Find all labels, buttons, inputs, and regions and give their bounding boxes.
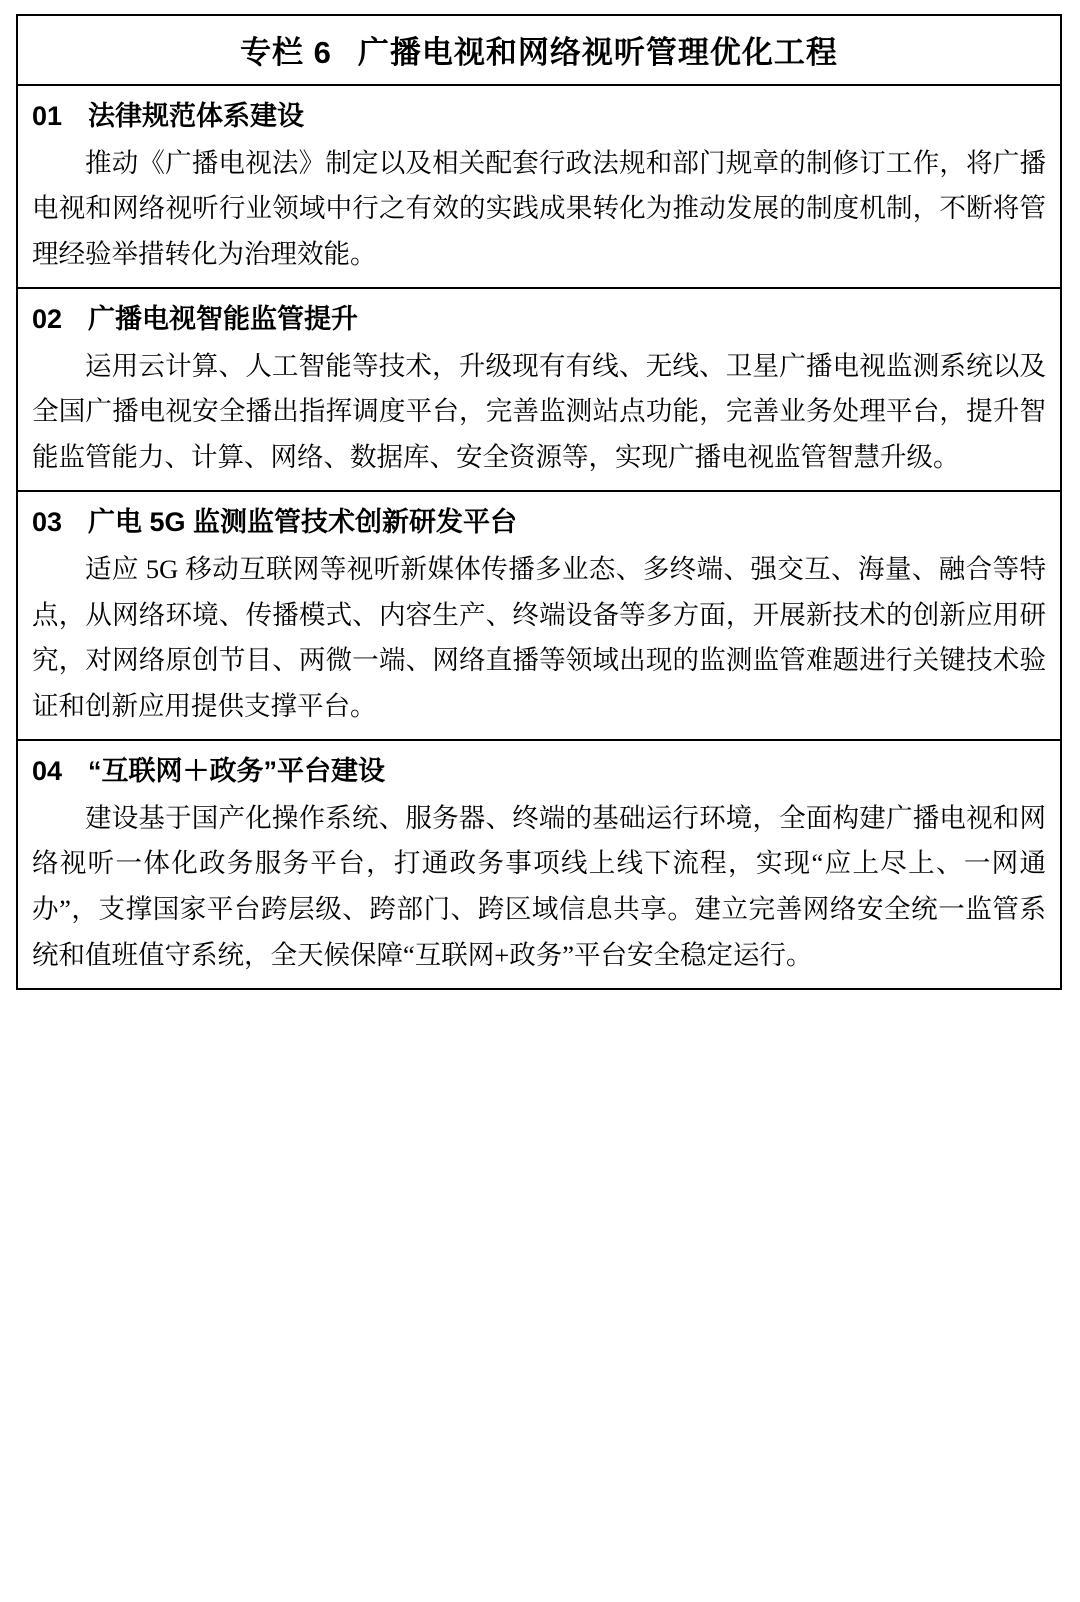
item-heading-text: 广电 5G 监测监管技术创新研发平台 [88,507,518,538]
item-body: 建设基于国产化操作系统、服务器、终端的基础运行环境，全面构建广播电视和网络视听一体化政务服务平台，打通政务事项线上线下流程，实现“应上尽上、一网通办”，支撑国家平台跨层级、跨部门、跨区域信息共享。建立完善网络安全统一监管系统和值班值守系统，全天候保障“互联网+政务”平台安全稳定运行。 [32,802,1046,970]
item-number: 02 [32,304,63,335]
list-item [18,289,1060,492]
box-title-label: 专栏 6 [240,35,332,70]
item-heading-text: “互联网＋政务”平台建设 [88,756,385,787]
item-number: 04 [32,756,63,787]
item-heading [32,498,1046,545]
item-body: 适应 5G 移动互联网等视听新媒体传播多业态、多终端、强交互、海量、融合等特点，从网络环境、传播模式、内容生产、终端设备等多方面，开展新技术的创新应用研究，对网络原创节目、两微一端、网络直播等领域出现的监测监管难题进行关键技术验证和创新应用提供支撑平台。 [32,553,1046,721]
item-heading [32,92,1046,139]
item-number: 01 [32,101,63,131]
list-item [18,492,1060,741]
item-heading [32,747,1046,794]
list-item [18,86,1060,289]
box-title [18,16,1060,86]
item-heading-text: 广播电视智能监管提升 [88,304,358,335]
box-title-text: 广播电视和网络视听管理优化工程 [357,35,838,70]
item-number: 03 [32,507,63,538]
item-heading [32,295,1046,342]
list-item [18,741,1060,988]
item-body: 推动《广播电视法》制定以及相关配套行政法规和部门规章的制修订工作，将广播电视和网络视听行业领域中行之有效的实践成果转化为推动发展的制度机制，不断将管理经验举措转化为治理效能。 [32,147,1046,269]
feature-box [16,14,1062,990]
item-body: 运用云计算、人工智能等技术，升级现有有线、无线、卫星广播电视监测系统以及全国广播电视安全播出指挥调度平台，完善监测站点功能，完善业务处理平台，提升智能监管能力、计算、网络、数据库、安全资源等，实现广播电视监管智慧升级。 [32,350,1046,472]
item-heading-text: 法律规范体系建设 [88,101,304,131]
